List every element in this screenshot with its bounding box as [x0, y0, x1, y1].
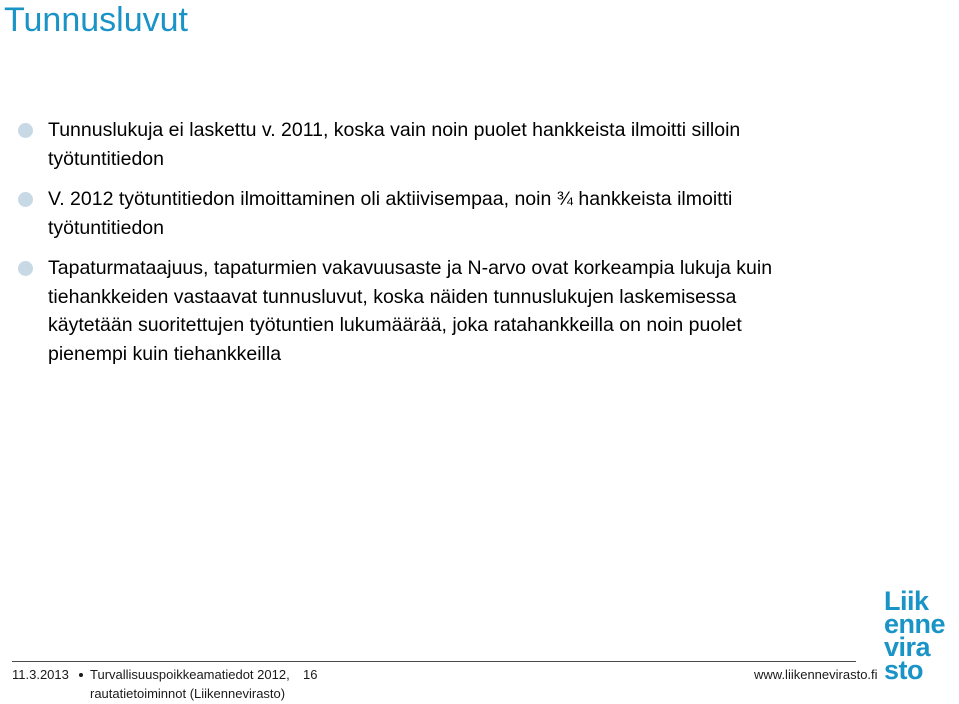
liikennevirasto-logo: [884, 586, 956, 685]
footer-description: Turvallisuuspoikkeamatiedot 2012, rautatietoiminnot (Liikennevirasto): [90, 667, 290, 701]
logo-line: vira: [884, 632, 931, 662]
bullet-text: Tapaturmataajuus, tapaturmien vakavuusaste ja N-arvo ovat korkeampia lukuja kuin tiehankkeiden vastaavat tunnusluvut, koska näiden tunnuslukujen laskemisessa käytetään suoritettujen työtuntien lukumäärää, joka ratahankkeilla on noin puolet pienempi kuin tiehankkeilla: [48, 257, 773, 365]
footer-date: 11.3.2013: [12, 667, 69, 682]
footer-divider: [12, 661, 856, 662]
slide-title: Tunnusluvut: [4, 1, 188, 39]
bullet-dot-icon: [18, 261, 33, 276]
logo-line: sto: [884, 655, 923, 685]
logo-line: enne: [884, 609, 946, 639]
bullet-item: [0, 116, 959, 173]
bullet-item: [0, 254, 959, 368]
footer-separator-dot-icon: [79, 673, 83, 677]
bullet-dot-icon: [18, 192, 33, 207]
page-number: 16: [303, 667, 318, 682]
bullet-list: [0, 116, 959, 380]
bullet-text: V. 2012 työtuntitiedon ilmoittaminen oli aktiivisempaa, noin ¾ hankkeista ilmoitti työtuntitiedon: [48, 188, 733, 239]
bullet-text: Tunnuslukuja ei laskettu v. 2011, koska vain noin puolet hankkeista ilmoitti silloin työtuntitiedon: [48, 119, 741, 170]
logo-line: Liik: [884, 586, 929, 616]
bullet-item: [0, 185, 959, 242]
footer-url: www.liikennevirasto.fi: [754, 667, 878, 682]
bullet-dot-icon: [18, 123, 33, 138]
